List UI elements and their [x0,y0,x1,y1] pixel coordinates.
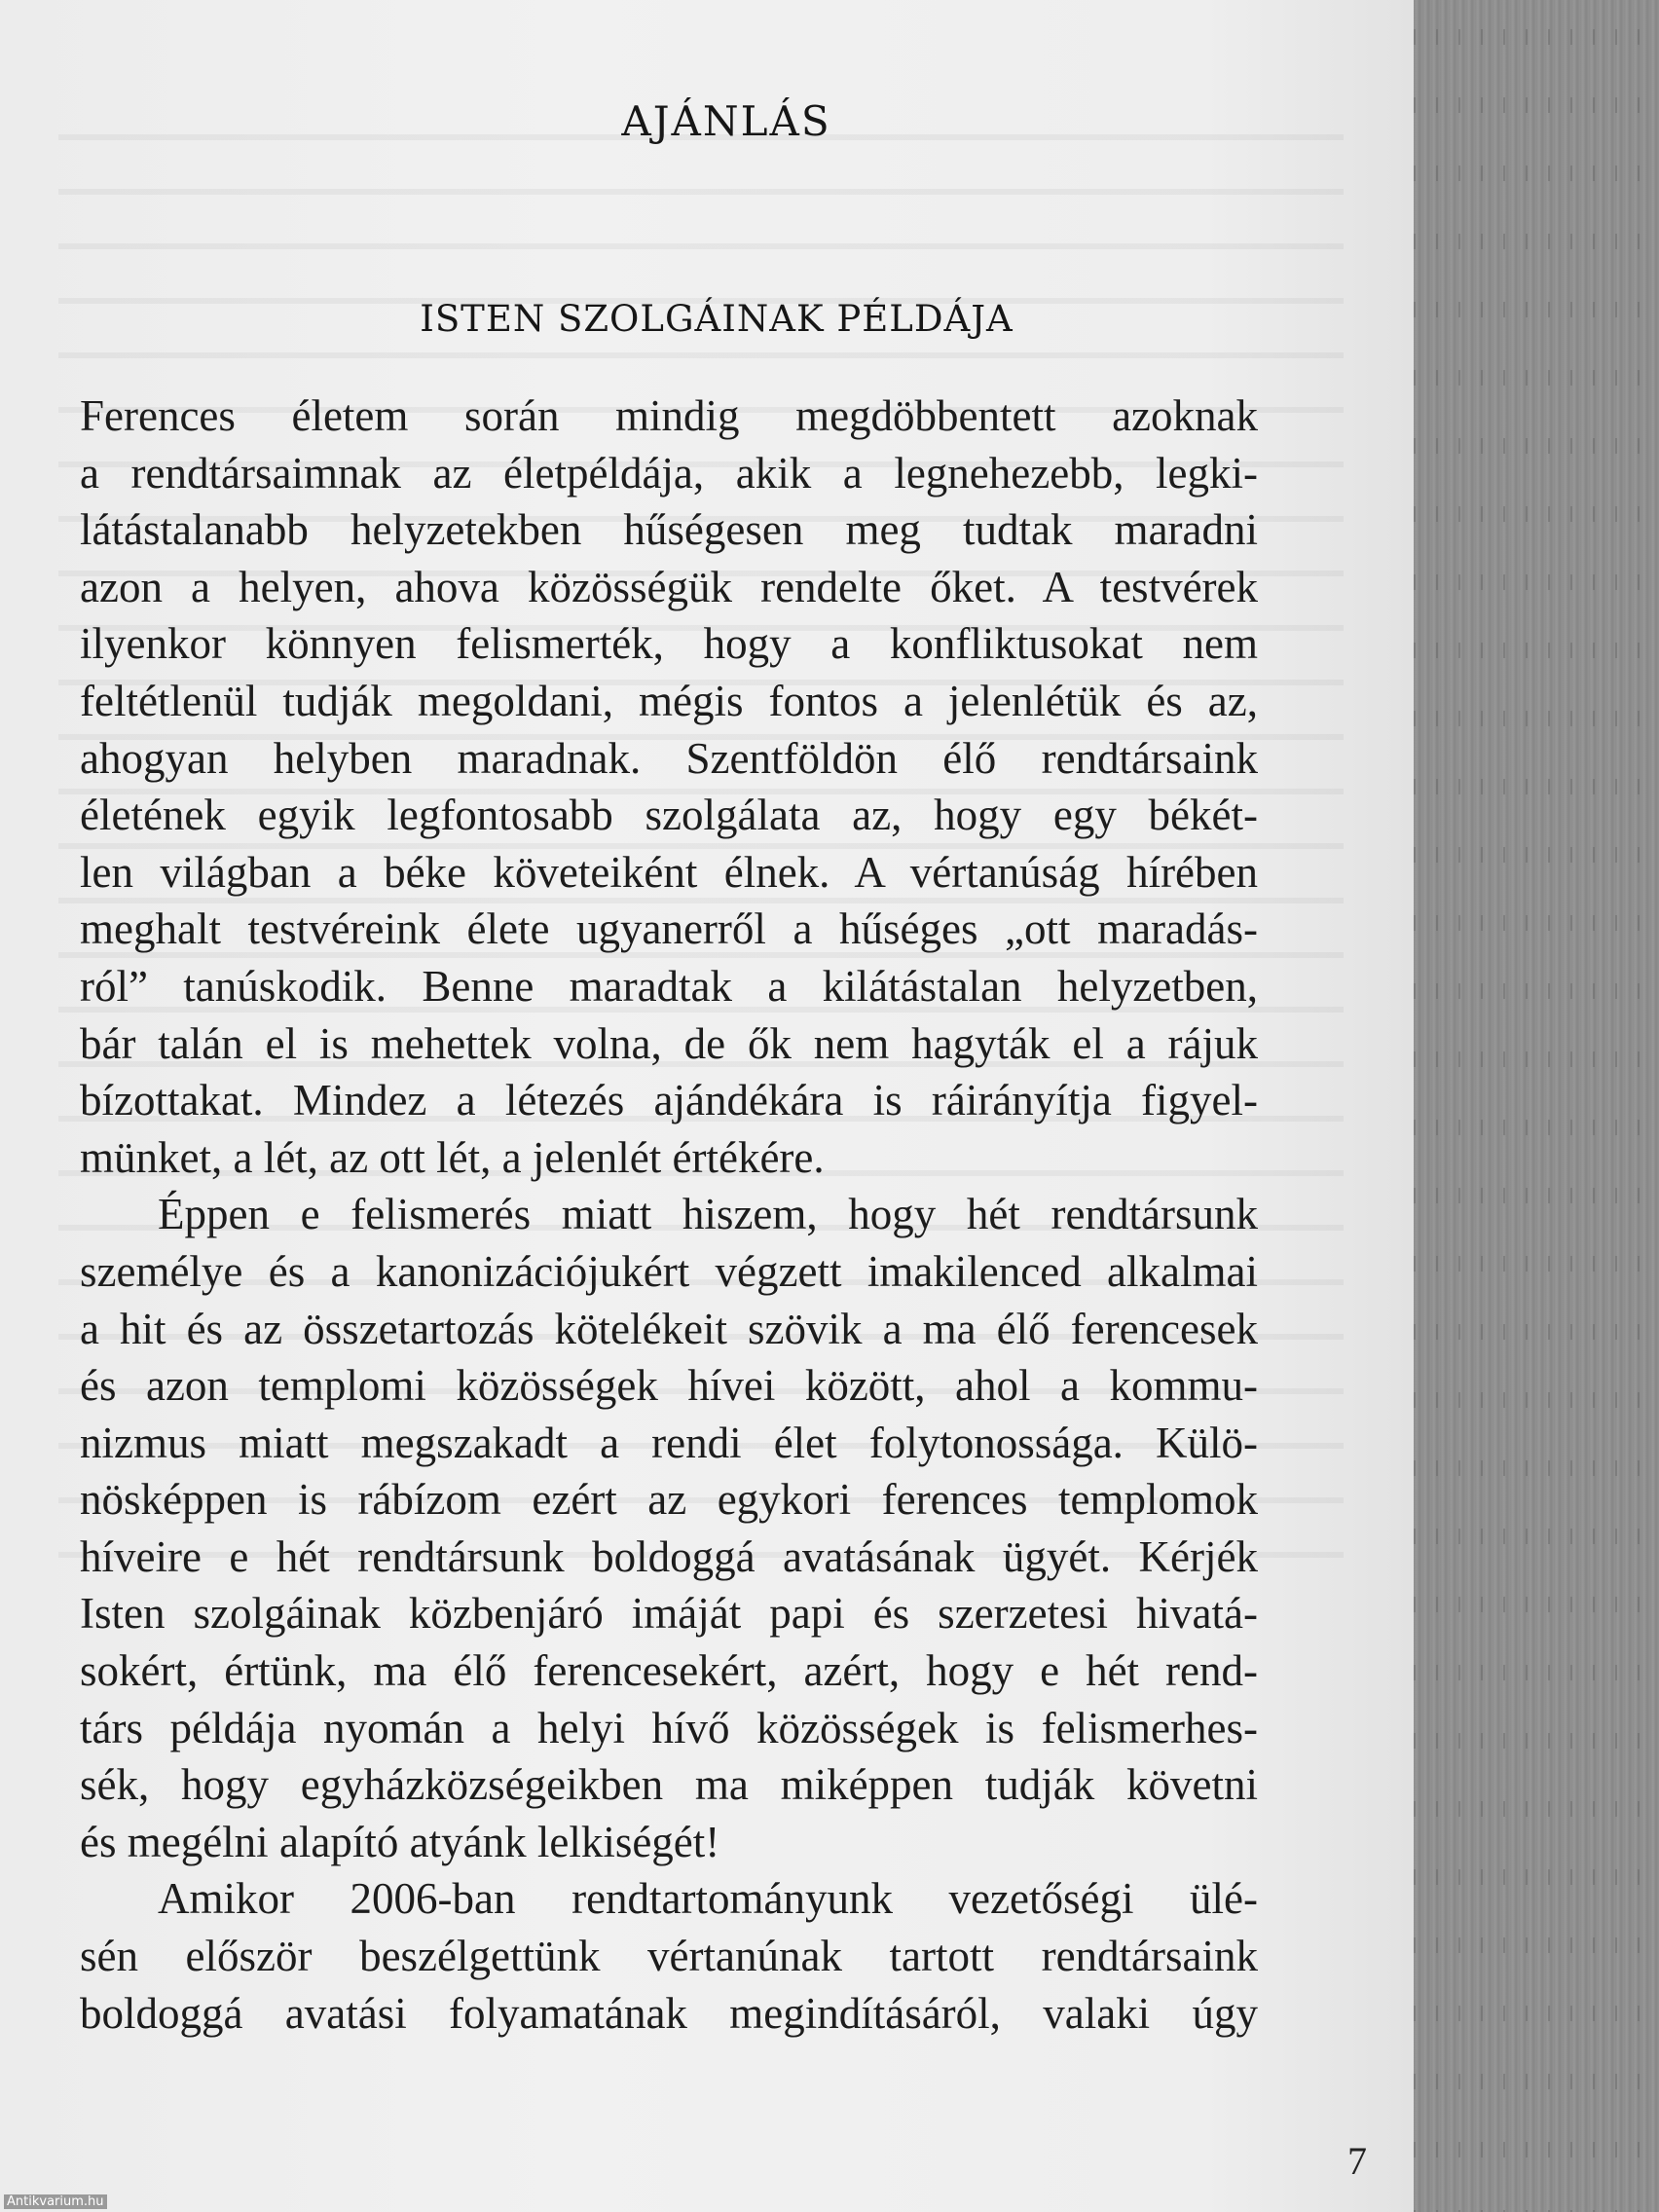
paragraph-3 [80,1870,1258,2042]
text-line: nizmus miatt megszakadt a rendi élet folytonossága. Külö- [80,1418,1258,1467]
text-line: ról” tanúskodik. Benne maradtak a kilátástalan helyzetben, [80,961,1258,1011]
paragraph-2 [80,1186,1258,1870]
text-line: a rendtársaimnak az életpéldája, akik a legnehezebb, legki- [80,448,1258,498]
text-line: bár talán el is mehettek volna, de ők nem hagyták el a rájuk [80,1018,1258,1068]
text-line: és azon templomi közösségek hívei között, ahol a kommu- [80,1361,1258,1411]
edge-texture [1414,0,1659,2212]
paragraph-1 [80,387,1258,1186]
chapter-title: AJÁNLÁS [621,97,831,145]
text-line: sék, hogy egyházközségeikben ma miképpen tudják követni [80,1760,1258,1810]
text-line: Isten szolgáinak közbenjáró imáját papi és szerzetesi hivatá- [80,1589,1258,1639]
text-line: sokért, értünk, ma élő ferencesekért, azért, hogy e hét rend- [80,1646,1258,1696]
text-line: Ferences életem során mindig megdöbbentett azoknak [80,391,1258,440]
text-line: len világban a béke követeiként élnek. A vértanúság hírében [80,847,1258,897]
text-line: és megélni alapító atyánk lelkiségét! [80,1817,720,1866]
text-line: sén először beszélgettünk vértanúnak tartott rendtársaink [80,1932,1258,1981]
text-line: ahogyan helyben maradnak. Szentföldön élő rendtársaink [80,733,1258,783]
text-line: híveire e hét rendtársunk boldoggá avatásának ügyét. Kérjék [80,1531,1258,1581]
watermark-label: Antikvarium.hu [4,2194,107,2209]
text-line: Amikor 2006-ban rendtartományunk vezetőségi ülé- [158,1874,1258,1924]
page-number: 7 [1347,2139,1367,2183]
text-line: meghalt testvéreink élete ugyanerről a hűséges „ott maradás- [80,904,1258,954]
text-line: boldoggá avatási folyamatának megindításáról, valaki úgy [80,1988,1258,2038]
text-line: a hit és az összetartozás kötelékeit szövik a ma élő ferencesek [80,1304,1258,1353]
text-line: életének egyik legfontosabb szolgálata az, hogy egy békét- [80,791,1258,840]
text-line: azon a helyen, ahova közösségük rendelte őket. A testvérek [80,562,1258,611]
text-line: ilyenkor könnyen felismerték, hogy a konfliktusokat nem [80,619,1258,669]
text-line: társ példája nyomán a helyi hívő közösségek is felismerhes- [80,1703,1258,1752]
text-line: münket, a lét, az ott lét, a jelenlét értékére. [80,1132,825,1182]
text-line: látástalanabb helyzetekben hűségesen meg tudtak maradni [80,505,1258,555]
text-line: nösképpen is rábízom ezért az egykori ferences templomok [80,1475,1258,1525]
text-line: feltétlenül tudják megoldani, mégis fontos a jelenlétük és az, [80,676,1258,725]
text-line: Éppen e felismerés miatt hiszem, hogy hét rendtársunk [158,1190,1258,1239]
section-subtitle: ISTEN SZOLGÁINAK PÉLDÁJA [420,298,1014,340]
text-line: személye és a kanonizációjukért végzett imakilenced alkalmai [80,1246,1258,1296]
body-text [80,387,1258,2042]
text-line: bízottakat. Mindez a létezés ajándékára is ráirányítja figyel- [80,1076,1258,1125]
adjacent-page-edges [1414,0,1659,2212]
